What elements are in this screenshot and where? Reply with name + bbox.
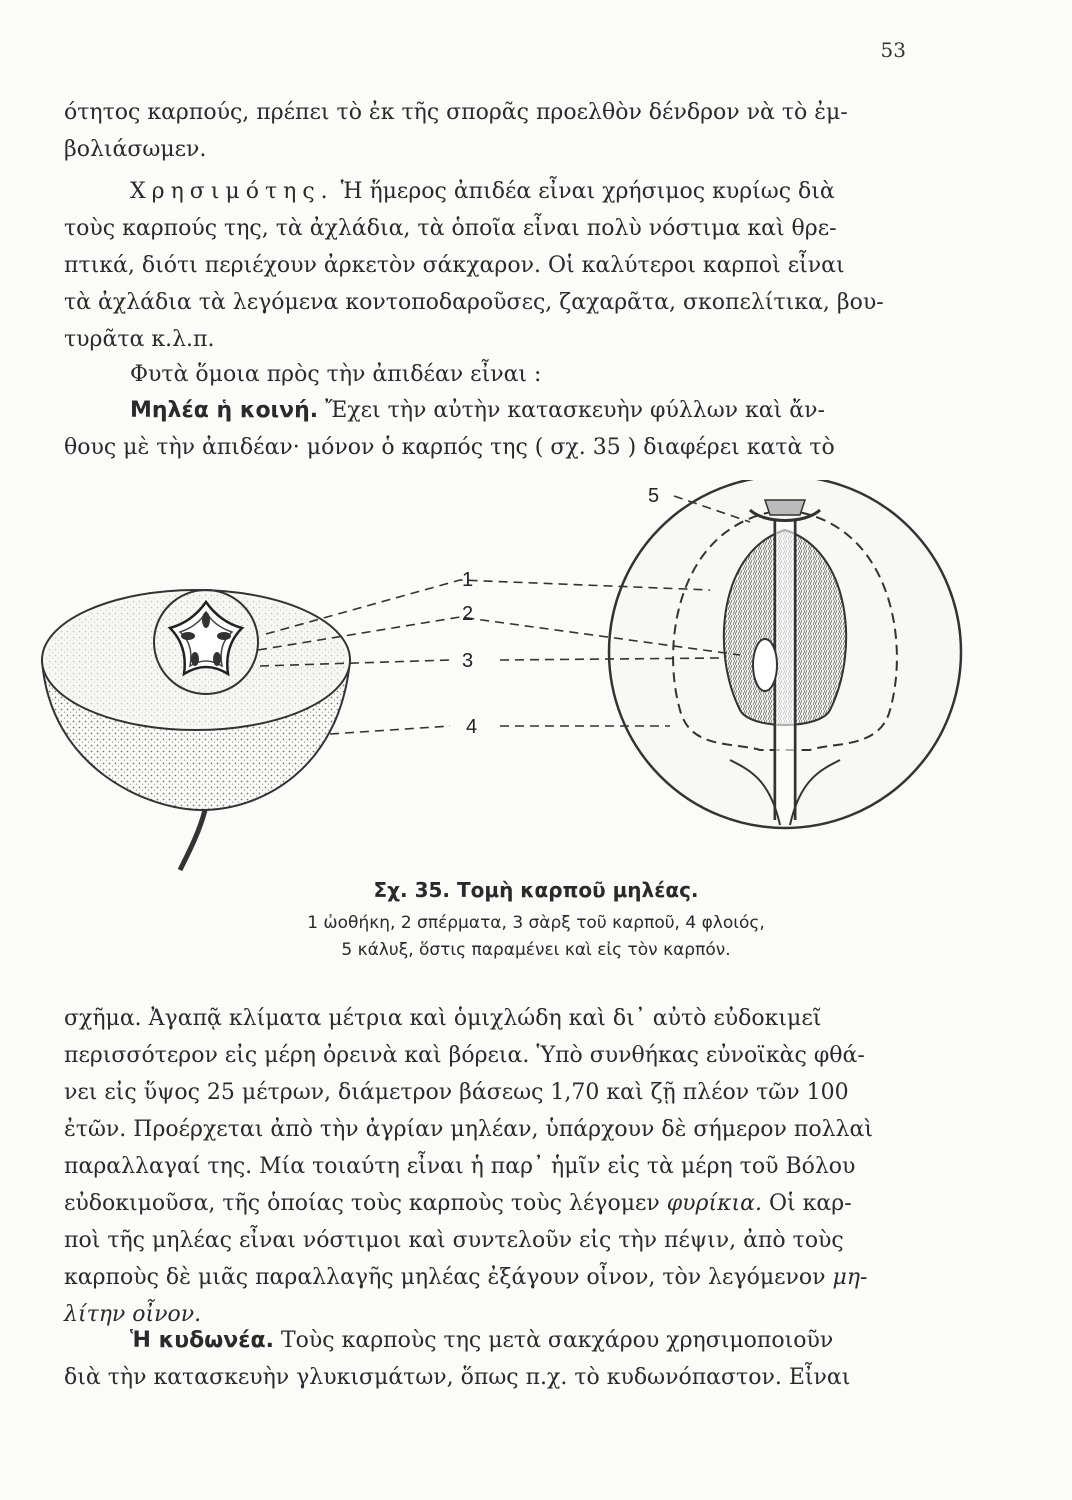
- text-line: [64, 392, 906, 429]
- text-line: διὰ τὴν κατασκευὴν γλυκισμάτων, ὅπως π.χ. τὸ κυδωνόπαστον. Εἶναι: [64, 1365, 851, 1390]
- section-heading: Χρησιμότης.: [130, 179, 334, 204]
- figure-caption-line: 1 ὠοθήκη, 2 σπέρματα, 3 σὰρξ τοῦ καρποῦ, 4 φλοιός,: [307, 913, 765, 933]
- paragraph-6: [64, 1322, 906, 1396]
- italic-term: φυρίκια.: [666, 1191, 763, 1216]
- apple-longitudinal-section: [609, 480, 961, 828]
- figure-label-1: 1: [462, 569, 474, 591]
- figure-caption-title: Σχ. 35. Τομὴ καρποῦ μηλέας.: [373, 878, 699, 902]
- text-line: τὰ ἀχλάδια τὰ λεγόμενα κοντοποδαροῦσες, ζαχαρᾶτα, σκοπελίτικα, βου-: [64, 290, 884, 315]
- figure-label-3: 3: [462, 650, 474, 672]
- text-fragment: εὐδοκιμοῦσα, τῆς ὁποίας τοὺς καρποὺς τοὺς λέγομεν: [64, 1191, 660, 1216]
- apple-section-figure: [30, 480, 1040, 880]
- text-line: νει εἰς ὕψος 25 μέτρων, διάμετρον βάσεως 1,70 καὶ ζῇ πλέον τῶν 100: [64, 1080, 849, 1105]
- text-line: ἐτῶν. Προέρχεται ἀπὸ τὴν ἀγρίαν μηλέαν, ὑπάρχουν δὲ σήμερον πολλαὶ: [64, 1117, 873, 1142]
- text-line: ποὶ τῆς μηλέας εἶναι νόστιμοι καὶ συντελοῦν εἰς τὴν πέψιν, ἀπὸ τοὺς: [64, 1228, 844, 1253]
- italic-term: λίτην οἶνον.: [64, 1302, 202, 1327]
- paragraph-3: [64, 356, 906, 393]
- paragraph-5: [64, 1000, 906, 1333]
- text-line: τυρᾶτα κ.λ.π.: [64, 327, 215, 352]
- text-fragment: Τοὺς καρποὺς της μετὰ σακχάρου χρησιμοποιοῦν: [274, 1328, 834, 1353]
- figure-label-2: 2: [462, 603, 474, 625]
- page-number: 53: [880, 38, 906, 62]
- text-fragment: Ἡ ἥμερος ἀπιδέα εἶναι χρήσιμος κυρίως διὰ: [333, 179, 835, 204]
- figure-label-5: 5: [648, 485, 660, 507]
- text-line: Φυτὰ ὅμοια πρὸς τὴν ἀπιδέαν εἶναι :: [130, 362, 542, 387]
- text-line: σχῆμα. Ἀγαπᾷ κλίματα μέτρια καὶ ὁμιχλώδη καὶ δι᾽ αὐτὸ εὐδοκιμεῖ: [64, 1006, 822, 1031]
- text-line: [64, 173, 906, 210]
- text-line: περισσότερον εἰς μέρη ὀρεινὰ καὶ βόρεια. Ὑπὸ συνθήκας εὐνοϊκὰς φθά-: [64, 1043, 865, 1068]
- paragraph-2: [64, 173, 906, 358]
- text-line: [64, 1322, 906, 1359]
- section-heading: Ἡ κυδωνέα.: [130, 1328, 275, 1353]
- figure-caption-line: 5 κάλυξ, ὅστις παραμένει καὶ εἰς τὸν καρπόν.: [341, 940, 731, 960]
- section-heading: Μηλέα ἡ κοινή.: [130, 398, 319, 423]
- text-line: [64, 1185, 906, 1222]
- text-line: τοὺς καρπούς της, τὰ ἀχλάδια, τὰ ὁποῖα εἶναι πολὺ νόστιμα καὶ θρε-: [64, 216, 837, 241]
- text-line: θους μὲ τὴν ἀπιδέαν· μόνον ὁ καρπός της ( σχ. 35 ) διαφέρει κατὰ τὸ: [64, 435, 835, 460]
- paragraph-1: [64, 94, 906, 168]
- text-line: πτικά, διότι περιέχουν ἀρκετὸν σάκχαρον. Οἱ καλύτεροι καρποὶ εἶναι: [64, 253, 845, 278]
- italic-term: μη-: [832, 1265, 868, 1290]
- text-line: παραλλαγαί της. Μία τοιαύτη εἶναι ἡ παρ᾽ ἡμῖν εἰς τὰ μέρη τοῦ Βόλου: [64, 1154, 856, 1179]
- apple-cross-section: [42, 590, 350, 870]
- figure-label-4: 4: [466, 716, 478, 738]
- text-fragment: καρποὺς δὲ μιᾶς παραλλαγῆς μηλέας ἐξάγουν οἶνον, τὸν λεγόμενον: [64, 1265, 826, 1290]
- paragraph-4: [64, 392, 906, 466]
- text-fragment: Ἔχει τὴν αὐτὴν κατασκευὴν φύλλων καὶ ἄν-: [318, 398, 825, 423]
- text-fragment: Οἱ καρ-: [762, 1191, 852, 1216]
- text-line: ότητος καρπούς, πρέπει τὸ ἐκ τῆς σπορᾶς προελθὸν δένδρον νὰ τὸ ἐμ-: [64, 100, 848, 125]
- text-line: βολιάσωμεν.: [64, 137, 207, 162]
- text-line: [64, 1259, 906, 1296]
